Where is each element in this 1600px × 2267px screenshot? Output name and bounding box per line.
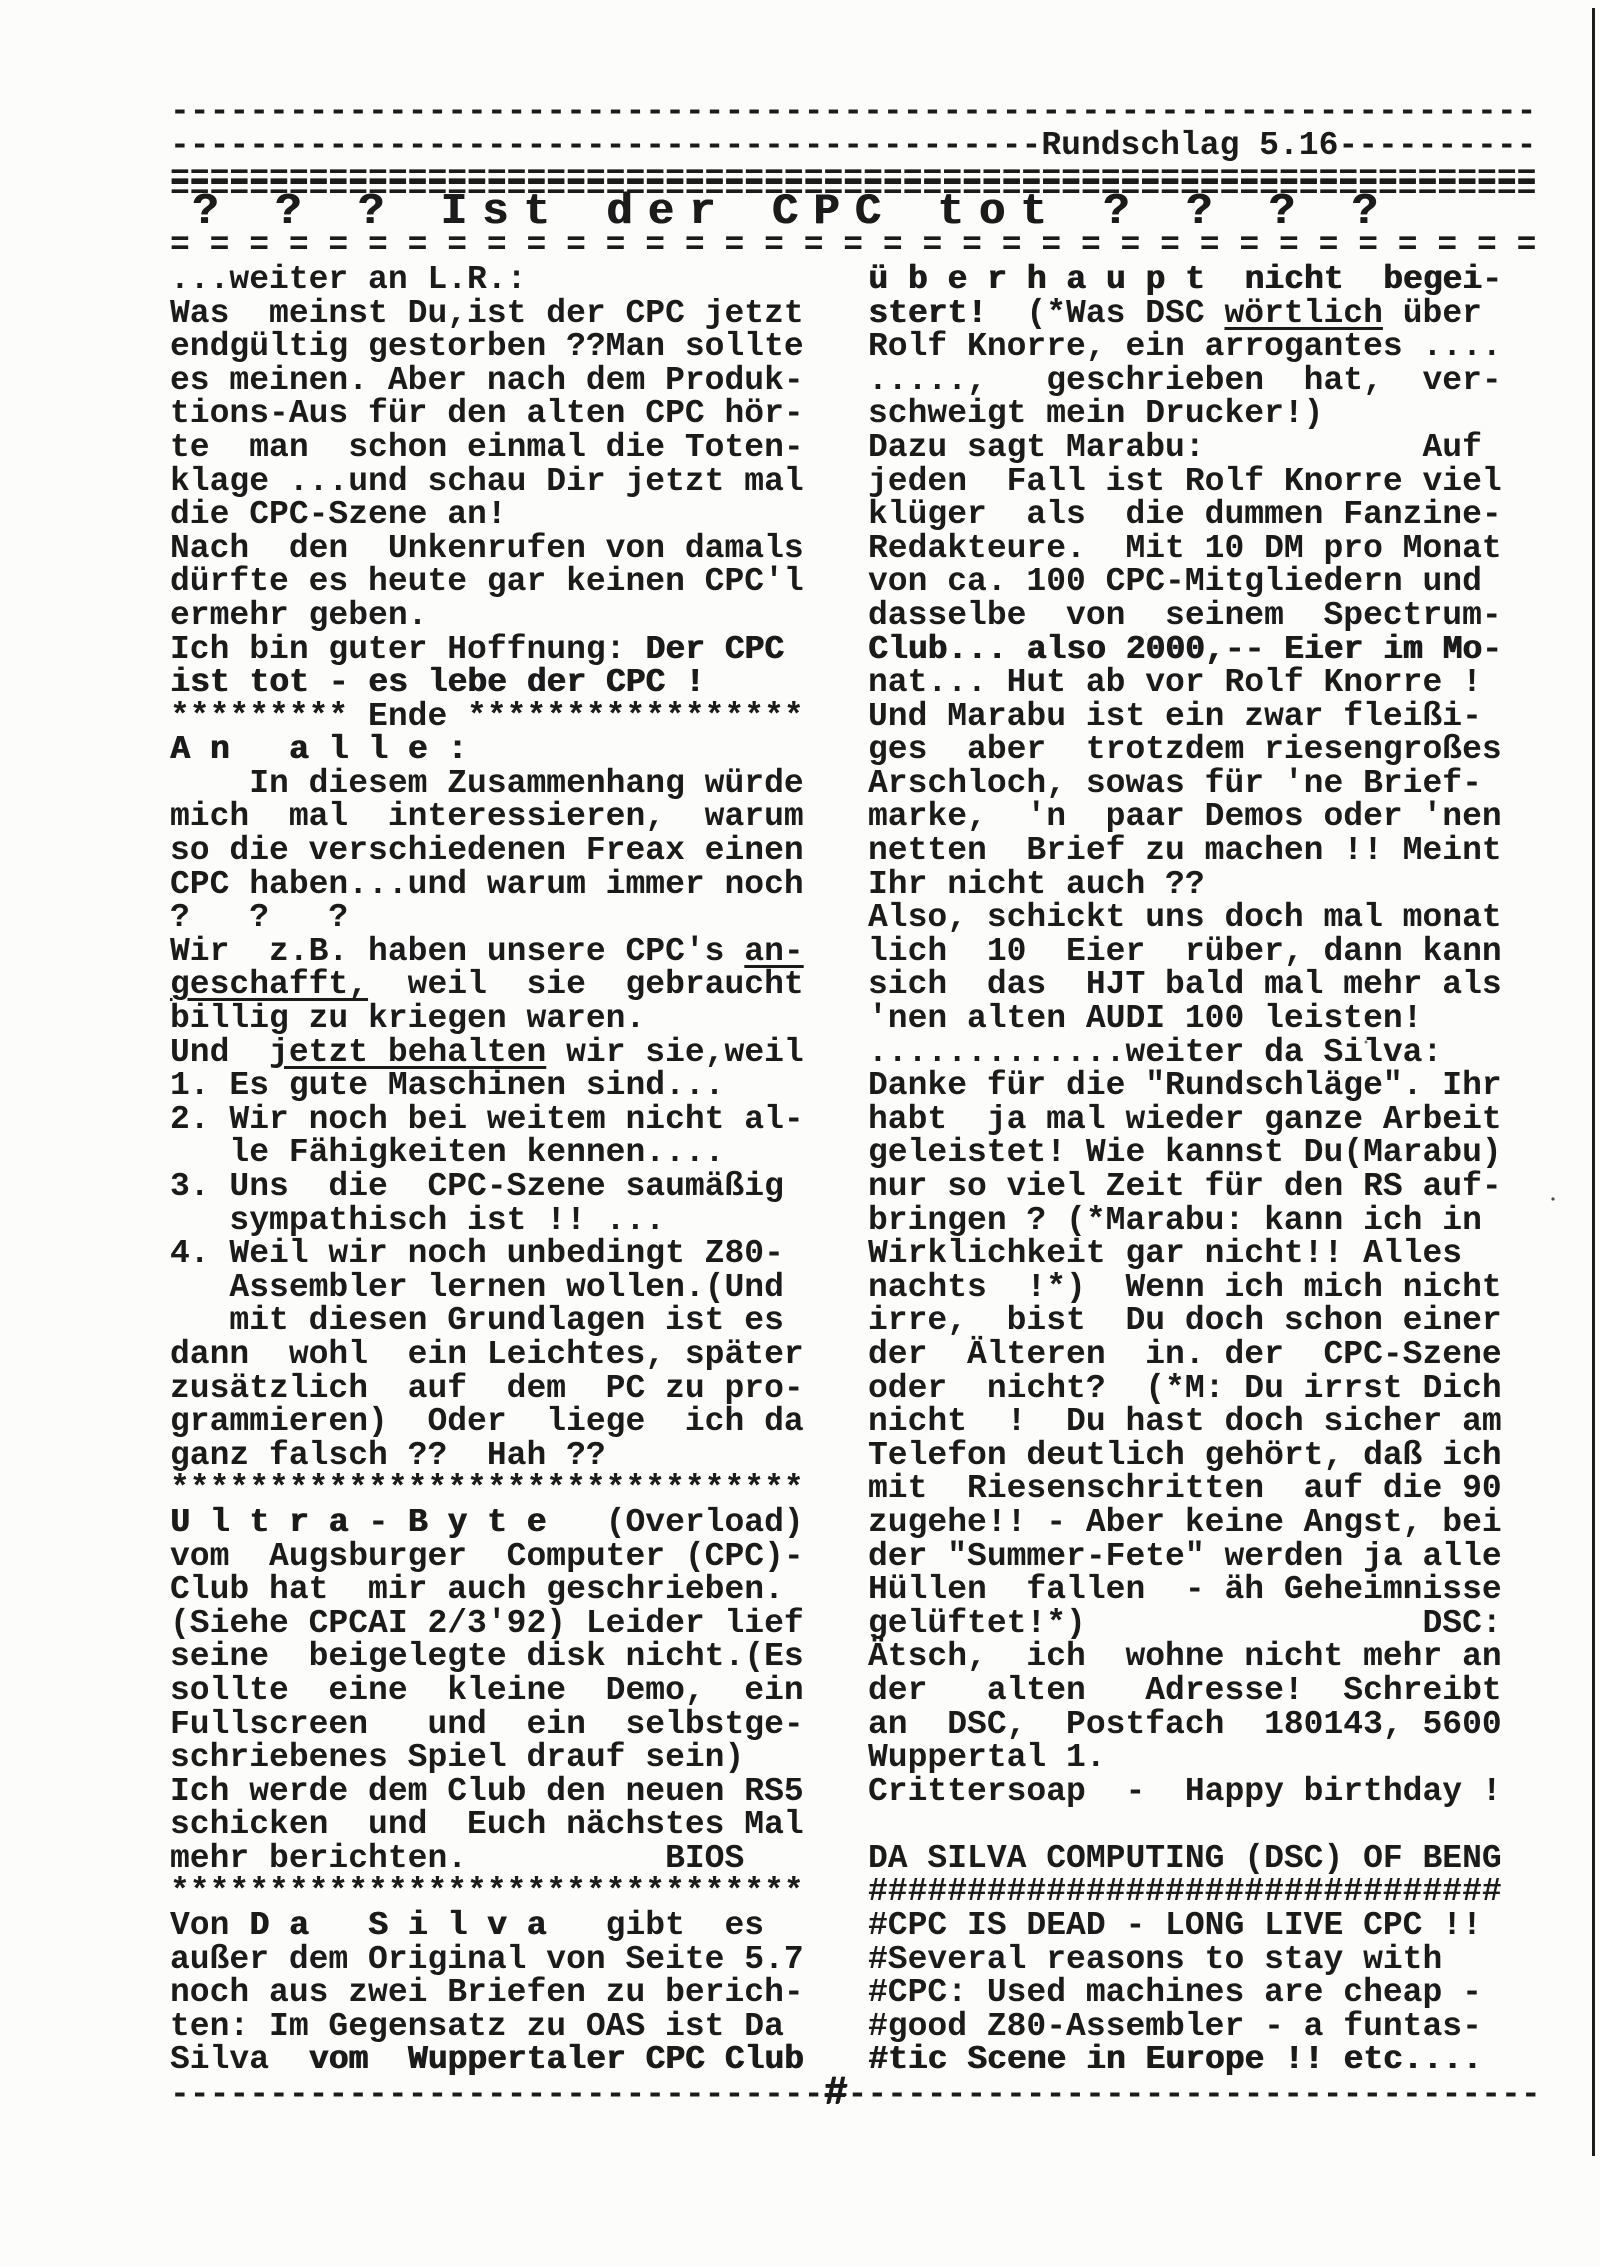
text-line — [868, 1002, 1502, 1036]
text-line — [170, 1537, 804, 1575]
text-segment: Fullscreen und ein selbstge- — [170, 1705, 804, 1743]
text-line — [868, 1268, 1502, 1306]
text-segment: ################################ — [868, 1873, 1502, 1911]
text-line — [170, 1268, 804, 1306]
text-line — [170, 1741, 804, 1775]
text-segment: ten: Im Gegensatz zu OAS ist Da — [170, 2007, 784, 2045]
text-segment: DA SILVA COMPUTING (DSC) OF BENG — [868, 1839, 1502, 1877]
text-segment: jeden Fall ist Rolf Knorre viel — [868, 462, 1502, 500]
text-segment: außer dem Original von Seite 5.7 — [170, 1940, 804, 1978]
text-line — [868, 1069, 1502, 1103]
text-segment: Danke für die "Rundschläge". Ihr — [868, 1067, 1502, 1105]
text-segment: 1. Es gute Maschinen sind... — [170, 1067, 725, 1105]
text-line — [170, 800, 804, 834]
double-equals-rule-chars: ===================================================================== — [170, 160, 1537, 198]
text-segment: (*Was DSC — [986, 294, 1225, 332]
text-segment: ? ? ? — [170, 899, 369, 937]
text-line — [170, 1033, 804, 1071]
text-line — [170, 2007, 804, 2045]
top-rule — [170, 95, 1570, 129]
text-segment: schicken und Euch nächstes Mal — [170, 1806, 804, 1844]
text-segment: so die verschiedenen Freax einen — [170, 832, 804, 870]
text-segment: überhaupt — [868, 260, 1225, 298]
text-segment: Also, schickt uns doch mal monat — [868, 899, 1502, 937]
text-line — [868, 1741, 1502, 1775]
text-line — [868, 462, 1502, 500]
text-line — [868, 361, 1502, 399]
text-segment: endgültig gestorben ??Man sollte — [170, 328, 804, 366]
masthead-leading-dashes: -------------------------------------------- — [170, 126, 1042, 164]
text-line — [868, 1472, 1502, 1506]
text-segment: schweigt mein Drucker!) — [868, 395, 1324, 433]
scan-edge-artifact — [1592, 8, 1595, 2156]
text-segment: wir sie,weil — [546, 1033, 804, 1071]
text-line — [868, 1640, 1502, 1674]
text-line — [170, 1136, 804, 1170]
text-segment: zusätzlich auf dem PC zu pro- — [170, 1369, 804, 1407]
text-line — [170, 1839, 804, 1877]
text-segment: dasselbe von seinem Spectrum- — [868, 596, 1502, 634]
text-segment: Ihr nicht auch ?? — [868, 865, 1205, 903]
text-line — [170, 330, 804, 364]
text-segment: ...weiter an L.R.: — [170, 260, 527, 298]
text-segment: Wir z.B. haben unsere CPC's — [170, 932, 745, 970]
text-segment: Ultra-Byte — [170, 1503, 567, 1541]
text-line — [170, 1002, 804, 1036]
text-line — [170, 529, 804, 567]
text-line — [868, 968, 1502, 1002]
text-line — [170, 865, 804, 903]
text-segment: lich 10 Eier rüber, dann kann — [868, 932, 1502, 970]
text-segment: ....., geschrieben hat, ver- — [868, 361, 1502, 399]
text-segment: dürfte es heute gar keinen CPC'l — [170, 563, 804, 601]
text-line — [868, 1671, 1502, 1709]
hash-mark: # — [823, 2071, 848, 2117]
text-line — [868, 901, 1502, 935]
text-segment: Von — [170, 1907, 250, 1945]
text-segment: te man schon einmal die Toten- — [170, 428, 804, 466]
text-line — [170, 1808, 804, 1842]
text-line — [170, 1170, 804, 1204]
text-segment: nicht begei- — [1224, 260, 1502, 298]
text-segment: CPC haben...und warum immer noch — [170, 865, 804, 903]
text-line — [868, 2007, 1502, 2045]
text-segment: mit Riesenschritten auf die 90 — [868, 1470, 1502, 1508]
text-segment: Club hat mir auch geschrieben. — [170, 1571, 784, 1609]
text-line — [170, 498, 804, 532]
text-line — [868, 865, 1502, 903]
text-segment: In diesem Zusammenhang würde — [170, 764, 804, 802]
text-line — [868, 1405, 1502, 1439]
text-segment: noch aus zwei Briefen zu berich- — [170, 1974, 804, 2012]
text-line — [868, 1573, 1502, 1607]
text-segment: geschafft, — [170, 966, 369, 1004]
spaced-equals-rule-chars: = = = = = = = = = = = = = = = = = = = = = = = = = = = = = = = = = = = — [170, 227, 1537, 265]
text-segment: #tic Scene in Europe !! etc.... — [868, 2041, 1482, 2079]
text-segment: nicht ! Du hast doch sicher am — [868, 1403, 1502, 1441]
text-segment: (Siehe CPCAI 2/3'92) Leider lief — [170, 1604, 804, 1642]
text-segment: es meinen. Aber nach dem Produk- — [170, 361, 804, 399]
text-segment: ermehr geben. — [170, 596, 428, 634]
text-segment: Was meinst Du,ist der CPC jetzt — [170, 294, 804, 332]
text-segment: le Fähigkeiten kennen.... — [170, 1134, 725, 1172]
bottom-rule-right-dashes: ----------------------------------- — [847, 2076, 1541, 2114]
text-segment: ******************************** — [170, 1470, 804, 1508]
text-line — [868, 596, 1502, 634]
text-segment: geleistet! Wie kannst Du(Marabu) — [868, 1134, 1502, 1172]
text-segment: #Several reasons to stay with — [868, 1940, 1443, 1978]
text-segment: jetzt behalten — [269, 1033, 547, 1071]
text-line — [868, 1304, 1502, 1338]
text-line — [170, 260, 804, 298]
text-segment: Telefon deutlich gehört, daß ich — [868, 1436, 1502, 1474]
text-line — [170, 733, 804, 767]
text-line — [868, 1976, 1502, 2010]
text-line — [170, 294, 804, 332]
page-title: ? ? ? Ist der CPC tot ? ? ? ? — [192, 186, 1393, 237]
right-column — [868, 260, 1502, 2079]
text-line — [868, 1537, 1502, 1575]
text-segment: netten Brief zu machen !! Meint — [868, 832, 1502, 870]
text-segment: Nach den Unkenrufen von damals — [170, 529, 804, 567]
publication-title: Rundschlag 5.16 — [1041, 126, 1339, 164]
text-line — [170, 1472, 804, 1506]
text-segment: Da Silva — [249, 1907, 567, 1945]
text-line — [170, 2043, 804, 2077]
text-line — [170, 932, 804, 970]
text-line — [170, 462, 804, 500]
text-segment: Wuppertal 1. — [868, 1739, 1106, 1777]
text-segment: sich das HJT bald mal mehr als — [868, 966, 1502, 1004]
text-segment: der Älteren in. der CPC-Szene — [868, 1335, 1502, 1373]
text-segment: bringen ? (*Marabu: kann ich in — [868, 1201, 1482, 1239]
text-segment: sollte eine kleine Demo, ein — [170, 1671, 804, 1709]
text-line — [868, 1436, 1502, 1474]
page-content — [170, 93, 1570, 2117]
text-line — [868, 1170, 1502, 1204]
text-segment: mehr berichten. BIOS — [170, 1839, 745, 1877]
text-line — [170, 596, 804, 634]
text-segment: marke, 'n paar Demos oder 'nen — [868, 798, 1502, 836]
text-line — [170, 1369, 804, 1407]
text-line — [170, 1640, 804, 1674]
text-line — [170, 1909, 804, 1943]
text-segment: tions-Aus für den alten CPC hör- — [170, 395, 804, 433]
masthead — [170, 126, 1570, 164]
text-segment: grammieren) Oder liege ich da — [170, 1403, 804, 1441]
text-line — [868, 1136, 1502, 1170]
text-line — [170, 1875, 804, 1909]
text-line — [868, 428, 1502, 466]
text-line — [868, 397, 1502, 431]
text-segment: Club... also 2000,-- Eier im Mo- — [868, 630, 1502, 668]
text-segment: Arschloch, sowas für 'ne Brief- — [868, 764, 1482, 802]
text-line — [868, 733, 1502, 767]
text-segment: sympathisch ist !! ... — [170, 1201, 666, 1239]
text-segment: der alten Adresse! Schreibt — [868, 1671, 1502, 1709]
text-segment: klage ...und schau Dir jetzt mal — [170, 462, 804, 500]
text-line — [170, 1237, 804, 1271]
text-line — [868, 1604, 1502, 1642]
text-segment: .............weiter da Silva: — [868, 1033, 1443, 1071]
text-segment: mich mal interessieren, warum — [170, 798, 804, 836]
text-segment: 'nen alten AUDI 100 leisten! — [868, 1000, 1423, 1038]
text-segment: zugehe!! - Aber keine Angst, bei — [868, 1503, 1502, 1541]
text-segment: vom Augsburger Computer (CPC)- — [170, 1537, 804, 1575]
text-segment: An alle: — [170, 731, 487, 769]
text-line — [170, 361, 804, 399]
text-line — [170, 1069, 804, 1103]
text-segment: Ätsch, ich wohne nicht mehr an — [868, 1638, 1502, 1676]
text-line — [868, 498, 1502, 532]
text-segment: habt ja mal wieder ganze Arbeit — [868, 1100, 1502, 1138]
text-line — [868, 1201, 1502, 1239]
text-segment: Der CPC — [645, 630, 784, 668]
text-line — [868, 1503, 1502, 1541]
text-line — [170, 1604, 804, 1642]
text-line — [868, 800, 1502, 834]
text-line — [868, 1772, 1502, 1810]
text-segment: Ich bin guter Hoffnung: — [170, 630, 646, 668]
text-line — [170, 1335, 804, 1373]
text-line — [868, 1940, 1502, 1978]
text-line — [170, 901, 804, 935]
text-segment: Crittersoap - Happy birthday ! — [868, 1772, 1502, 1810]
text-segment: dann wohl ein Leichtes, später — [170, 1335, 804, 1373]
text-line — [170, 1705, 804, 1743]
text-line — [868, 1705, 1502, 1743]
text-segment: der "Summer-Fete" werden ja alle — [868, 1537, 1502, 1575]
text-line — [170, 1304, 804, 1338]
text-segment: wörtlich — [1224, 294, 1383, 332]
text-segment: Silva — [170, 2041, 309, 2079]
text-segment: Redakteure. Mit 10 DM pro Monat — [868, 529, 1502, 567]
text-segment: #good Z80-Assembler - a funtas- — [868, 2007, 1482, 2045]
text-line — [170, 968, 804, 1002]
text-segment: ganz falsch ?? Hah ?? — [170, 1436, 606, 1474]
text-segment: Wirklichkeit gar nicht!! Alles — [868, 1235, 1463, 1273]
text-line — [868, 2043, 1502, 2077]
text-line — [170, 1100, 804, 1138]
spaced-equals-rule — [170, 229, 1570, 263]
text-line — [170, 697, 804, 735]
text-line — [170, 1503, 804, 1541]
text-segment: irre, bist Du doch schon einer — [868, 1302, 1502, 1340]
text-line — [868, 529, 1502, 567]
text-line — [868, 330, 1502, 364]
text-segment: 3. Uns die CPC-Szene saumäßig — [170, 1168, 784, 1205]
text-segment: weil sie gebraucht — [368, 966, 804, 1004]
text-line — [868, 1909, 1502, 1943]
left-column — [170, 260, 804, 2079]
text-line — [868, 1369, 1502, 1407]
text-segment: Ich werde dem Club den neuen RS5 — [170, 1772, 804, 1810]
text-segment: mit diesen Grundlagen ist es — [170, 1302, 784, 1340]
text-segment: Rolf Knorre, ein arrogantes .... — [868, 328, 1502, 366]
text-line — [868, 764, 1502, 802]
text-segment: #CPC: Used machines are cheap - — [868, 1974, 1482, 2012]
bottom-rule-left-dashes: --------------------------------- — [170, 2076, 824, 2114]
text-line — [170, 1405, 804, 1439]
text-segment: seine beigelegte disk nicht.(Es — [170, 1638, 804, 1676]
text-segment: (Overload) — [566, 1503, 804, 1541]
text-segment: Dazu sagt Marabu: Auf — [868, 428, 1482, 466]
text-line — [868, 1808, 1502, 1842]
text-line — [170, 565, 804, 599]
text-line — [170, 1573, 804, 1607]
text-line — [170, 1940, 804, 1978]
text-line — [868, 565, 1502, 599]
text-segment: gibt es — [566, 1907, 765, 1945]
text-segment: stert! — [868, 294, 987, 332]
text-line — [170, 1976, 804, 2010]
text-segment: schriebenes Spiel drauf sein) — [170, 1739, 745, 1777]
text-line — [868, 260, 1502, 298]
text-line — [868, 1100, 1502, 1138]
text-segment: Und — [170, 1033, 270, 1071]
text-segment: ********* Ende ***************** — [170, 697, 804, 735]
text-line — [868, 1237, 1502, 1271]
text-line — [868, 1033, 1502, 1071]
text-segment: ******************************** — [170, 1873, 804, 1911]
text-segment: klüger als die dummen Fanzine- — [868, 496, 1502, 534]
text-segment: nur so viel Zeit für den RS auf- — [868, 1168, 1502, 1205]
text-line — [868, 834, 1502, 868]
text-line — [170, 1201, 804, 1239]
text-segment: die CPC-Szene an! — [170, 496, 507, 534]
text-line — [170, 630, 804, 668]
text-segment: oder nicht? (*M: Du irrst Dich — [868, 1369, 1502, 1407]
text-line — [868, 1335, 1502, 1373]
text-line — [868, 630, 1502, 668]
text-segment: an DSC, Postfach 180143, 5600 — [868, 1705, 1502, 1743]
text-segment: ges aber trotzdem riesengroßes — [868, 731, 1502, 769]
text-segment: nachts !*) Wenn ich mich nicht — [868, 1268, 1502, 1306]
text-segment: über — [1382, 294, 1482, 332]
text-line — [170, 1671, 804, 1709]
text-line — [170, 1436, 804, 1474]
top-rule-dashes: --------------------------------------------------------------------- — [170, 93, 1537, 130]
text-segment: #CPC IS DEAD - LONG LIVE CPC !! — [868, 1907, 1482, 1945]
text-segment: Und Marabu ist ein zwar fleißi- — [868, 697, 1482, 735]
text-line — [170, 764, 804, 802]
text-line — [170, 834, 804, 868]
text-segment: Hüllen fallen - äh Geheimnisse — [868, 1571, 1502, 1609]
text-line — [868, 294, 1502, 332]
text-segment: gelüftet!*) DSC: — [868, 1604, 1502, 1642]
text-line — [868, 1875, 1502, 1909]
text-line — [868, 932, 1502, 970]
text-segment: an- — [744, 932, 804, 970]
text-line — [170, 666, 804, 700]
text-line — [868, 1839, 1502, 1877]
text-line — [868, 666, 1502, 700]
text-segment: von ca. 100 CPC-Mitgliedern und — [868, 563, 1482, 601]
bottom-rule — [170, 2071, 1570, 2117]
text-segment: billig zu kriegen waren. — [170, 1000, 646, 1038]
text-segment: Assembler lernen wollen.(Und — [170, 1268, 784, 1306]
text-segment: 2. Wir noch bei weitem nicht al- — [170, 1100, 804, 1138]
text-segment: nat... Hut ab vor Rolf Knorre ! — [868, 664, 1482, 702]
masthead-trailing-dashes: ---------- — [1338, 126, 1537, 164]
two-column-body — [170, 260, 1570, 2079]
text-line — [170, 428, 804, 466]
text-line — [170, 397, 804, 431]
text-line — [170, 1772, 804, 1810]
text-line — [868, 697, 1502, 735]
text-segment: 4. Weil wir noch unbedingt Z80- — [170, 1235, 784, 1273]
text-segment: vom Wuppertaler CPC Club — [308, 2041, 804, 2079]
text-segment: ist tot - es lebe der CPC ! — [170, 664, 705, 702]
